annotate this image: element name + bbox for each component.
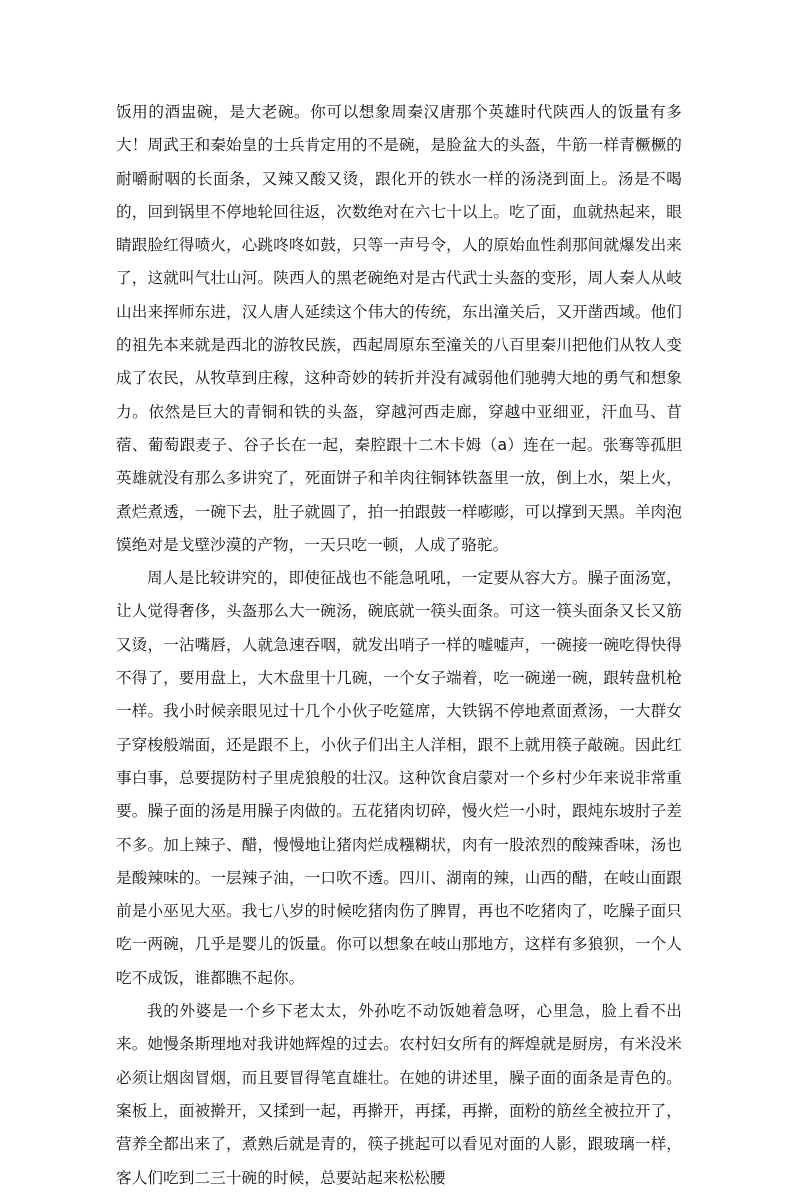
- paragraph-1: 饭用的酒盅碗，是大老碗。你可以想象周秦汉唐那个英雄时代陕西人的饭量有多大！周武王和秦始皇的士兵肯定用的不是碗，是脸盆大的头盔，牛筋一样青橛橛的耐嚼耐咽的长面条，又辣又酸又烫，跟化开的铁水一样的汤浇到面上。汤是不喝的，回到锅里不停地轮回往返，次数绝对在六七十以上。吃了面，血就热起来，眼睛跟脸红得喷火，心跳咚咚如鼓，只等一声号令，人的原始血性刹那间就爆发出来了，这就叫气壮山河。陕西人的黑老碗绝对是古代武士头盔的变形，周人秦人从岐山出来挥师东进，汉人唐人延续这个伟大的传统，东出潼关后，又开凿西域。他们的祖先本来就是西北的游牧民族，西起周原东至潼关的八百里秦川把他们从牧人变成了农民，从牧草到庄稼，这种奇妙的转折并没有减弱他们驰骋大地的勇气和想象力。依然是巨大的青铜和铁的头盔，穿越河西走廊，穿越中亚细亚，汗血马、苜蓿、葡萄跟麦子、谷子长在一起，秦腔跟十二木卡姆（a）连在一起。张骞等孤胆英雄就没有那么多讲究了，死面饼子和羊肉往铜钵铁盔里一放，倒上水，架上火，煮烂煮透，一碗下去，肚子就圆了，拍一拍跟鼓一样嘭嘭，可以撑到天黑。羊肉泡馍绝对是戈壁沙漠的产物，一天只吃一顿，人成了骆驼。: [116, 103, 682, 554]
- paragraph-2: 周人是比较讲究的，即使征战也不能急吼吼，一定要从容大方。臊子面汤宽，让人觉得奢侈，头盔那么大一碗汤，碗底就一筷头面条。可这一筷头面条又长又筋又烫，一沾嘴唇，人就急速吞咽，就发出哨子一样的嘘嘘声，一碗接一碗吃得快得不得了，要用盘上，大木盘里十几碗，一个女子端着，吃一碗递一碗，跟转盘机枪一样。我小时候亲眼见过十几个小伙子吃筵席，大铁锅不停地煮面煮汤，一大群女子穿梭般端面，还是跟不上，小伙子们出主人洋相，跟不上就用筷子敲碗。因此红事白事，总要提防村子里虎狼般的壮汉。这种饮食启蒙对一个乡村少年来说非常重要。臊子面的汤是用臊子肉做的。五花猪肉切碎，慢火烂一小时，跟炖东坡肘子差不多。加上辣子、醋，慢慢地让猪肉烂成糨糊状，肉有一股浓烈的酸辣香味，汤也是酸辣味的。一层辣子油，一口吹不透。四川、湖南的辣，山西的醋，在岐山面跟前是小巫见大巫。我七八岁的时候吃猪肉伤了脾胃，再也不吃猪肉了，吃臊子面只吃一两碗，几乎是婴儿的饭量。你可以想象在岐山那地方，这样有多狼狈，一个人吃不成饭，谁都瞧不起你。: [116, 569, 682, 987]
- paragraph-3: 我的外婆是一个乡下老太太，外孙吃不动饭她着急呀，心里急，脸上看不出来。她慢条斯理地对我讲她辉煌的过去。农村妇女所有的辉煌就是厨房，有米没米必须让烟囱冒烟，而且要冒得笔直雄壮。在她的讲述里，臊子面的面条是青色的。案板上，面被擀开，又揉到一起，再擀开，再揉，再擀，面粉的筋丝全被拉开了，营养全都出来了，煮熟后就是青的，筷子挑起可以看见对面的人影，跟玻璃一样，客人们吃到二三十碗的时候，总要站起来松松腰: [116, 1002, 682, 1187]
- document-page: [116, 96, 682, 1195]
